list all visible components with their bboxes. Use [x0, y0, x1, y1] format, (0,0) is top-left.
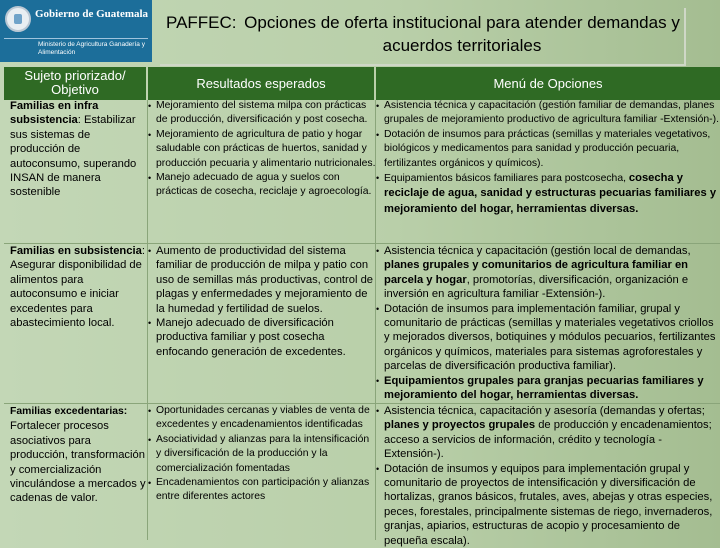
table-row-3-menu	[376, 404, 720, 547]
subject-title: Familias en subsistencia	[10, 245, 142, 257]
title-code: PAFFEC:	[166, 13, 237, 32]
list-item: • Dotación de insumos para implementación familiar, grupal y comunitario de prácticas (semillas y materiales vegetativos criollos y mejorados diversos, botiquines y módulos pecuarios, fertilizantes orgánicos y químicos, materiales para sistemas agroforestales y parcelas de diversificación productiva familiar).	[376, 302, 716, 373]
slide-title	[160, 11, 680, 57]
header-menu: Menú de Opciones	[376, 67, 720, 100]
list-item: • Equipamientos grupales para granjas pecuarias familiares y mejoramiento del hogar, herramientas diversas.	[376, 374, 704, 402]
list-item: • Encadenamientos con participación y alianzas entre diferentes actores	[148, 477, 370, 503]
list-item: • Asociatividad y alianzas para la intensificación y diversificación de la producción y la comercialización fomentadas	[148, 433, 370, 474]
logo-government-text: Gobierno de Guatemala	[35, 8, 149, 20]
subject-title: Familias excedentarias:	[10, 406, 128, 417]
table-row-1-subject	[10, 99, 146, 241]
table-row-2-results	[148, 244, 376, 406]
subject-title: Familias en infra subsistencia	[10, 100, 99, 127]
subject-objective: Fortalecer procesos asociativos para producción, transformación y comercialización vinculándose a mercados y cadenas de valor.	[10, 420, 146, 505]
list-item: • Dotación de insumos y equipos para implementación grupal y comunitario de proyectos de intensificación y diversificación de hortalizas, granos básicos, frutales, aves, abejas y otras especies, peces, forestales, principalmente sistemas de riego, invernaderos, granjas, apiarios, estructuras de acopio y procesamiento de pequeña escala).	[376, 462, 713, 547]
government-logo	[0, 0, 152, 62]
subject-objective: : Estabilizar sus sistemas de producción de autoconsumo, superando INSAN de manera sostenible	[10, 114, 137, 199]
table-row-1-menu	[376, 99, 720, 241]
subject-objective: : Asegurar disponibilidad de alimentos para autoconsumo e iniciar excedentes para abastecimiento local.	[10, 245, 145, 330]
table-row-3-subject	[10, 404, 146, 540]
list-item: • Aumento de productividad del sistema familiar de producción de milpa y patio con uso de semillas más productivas, control de plagas y enfermedades y mejoramiento de la humedad y fertilidad de suelos.	[148, 245, 374, 315]
logo-divider	[4, 38, 148, 39]
list-item: • Asistencia técnica, capacitación y asesoría (demandas y ofertas; planes y proyectos grupales de producción y encadenamientos; acceso a servicios de información, crédito y tecnología -Extensión-).	[376, 405, 712, 461]
list-item: • Manejo adecuado de agua y suelos con prácticas de cosecha, reciclaje y agroecología.	[148, 172, 372, 198]
list-item: • Asistencia técnica y capacitación (gestión familiar de demandas, planes grupales de mejoramiento productivo de agricultura familiar -Extensión-).	[376, 100, 719, 126]
header-subject: Sujeto priorizado/ Objetivo	[4, 67, 146, 100]
table-row-2-subject	[10, 244, 146, 406]
coat-of-arms-icon	[5, 6, 31, 32]
list-item: • Asistencia técnica y capacitación (gestión local de demandas, planes grupales y comunitarios de agricultura familiar en parcela y hogar, promotorías, diversificación, organización e inversión en agricultura familiar -Extensión-).	[376, 245, 691, 301]
list-item: • Manejo adecuado de diversificación productiva familiar y post cosecha enfocando generación de excedentes.	[148, 317, 346, 358]
title-text: Opciones de oferta institucional para atender demandas y acuerdos territoriales	[244, 13, 680, 55]
table-row-2-menu	[376, 244, 720, 406]
list-item: • Dotación de insumos para prácticas (semillas y materiales vegetativos, biológicos y medicamentos para sanidad y producción pecuaria, fertilizantes orgánicos y químicos).	[376, 128, 711, 169]
list-item: • Equipamientos básicos familiares para postcosecha, cosecha y reciclaje de agua, sanidad y estructuras pecuarias familiares y mejoramiento del hogar, herramientas diversas.	[376, 172, 717, 215]
header-results: Resultados esperados	[148, 67, 374, 100]
table-row-3-results	[148, 404, 376, 540]
options-table	[0, 67, 720, 547]
list-item: • Mejoramiento de agricultura de patio y hogar saludable con prácticas de huertos, sanidad y producción pecuaria y alimentario nutricionales.	[148, 128, 376, 169]
list-item: • Oportunidades cercanas y viables de venta de excedentes y encadenamientos identificadas	[148, 405, 370, 431]
table-row-1-results	[148, 99, 376, 241]
logo-ministry-text: Ministerio de Agricultura Ganadería y Alimentación	[38, 41, 145, 56]
list-item: • Mejoramiento del sistema milpa con prácticas de producción, diversificación y post cosecha.	[148, 100, 368, 126]
